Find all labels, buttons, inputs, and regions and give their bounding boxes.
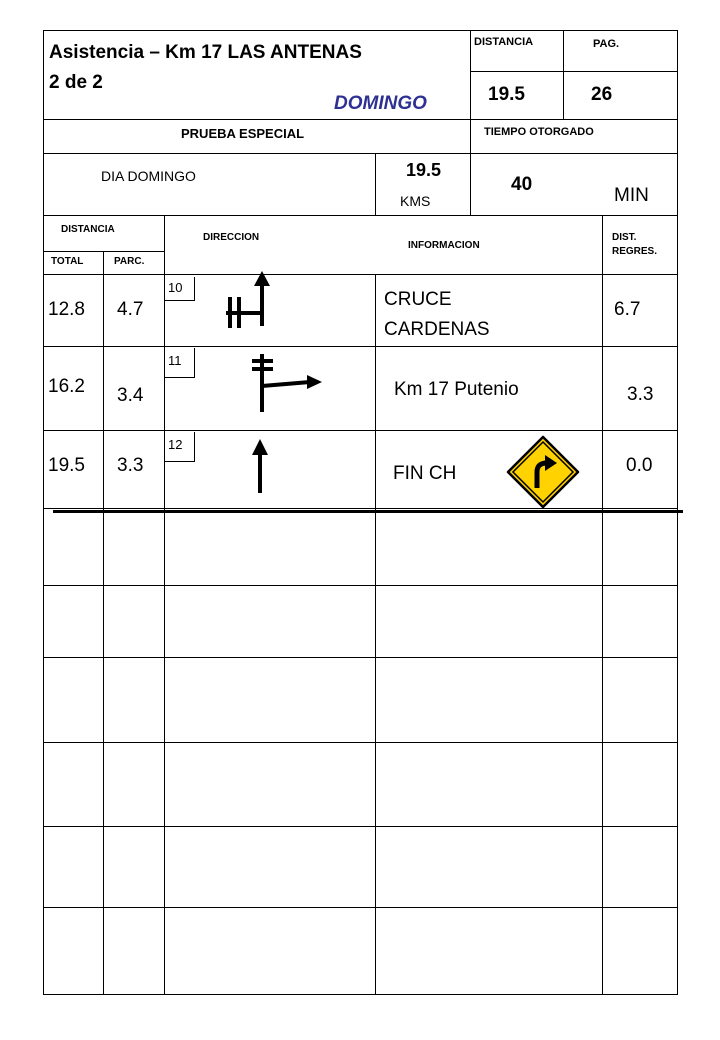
document-subtitle: 2 de 2 [49, 72, 103, 93]
time-value: 40 [511, 174, 533, 195]
table-row [43, 513, 678, 585]
col-total: TOTAL [51, 256, 84, 267]
time-label: TIEMPO OTORGADO [484, 126, 594, 138]
col-partial: PARC. [114, 256, 145, 267]
table-row [43, 907, 678, 995]
total-distance: 16.2 [48, 376, 85, 397]
kms-unit: KMS [400, 193, 431, 209]
page-number: 26 [591, 84, 613, 105]
row-number: 11 [168, 353, 182, 368]
time-unit: MIN [614, 185, 649, 206]
partial-distance: 3.4 [117, 385, 144, 406]
remaining-distance: 3.3 [627, 384, 654, 405]
distance-label: DISTANCIA [474, 36, 534, 48]
remaining-distance: 0.0 [626, 455, 653, 476]
col-distance: DISTANCIA [61, 224, 115, 235]
col-info: INFORMACION [408, 240, 480, 251]
info-text: CRUCE [384, 289, 452, 310]
info-text: CARDENAS [384, 319, 490, 340]
table-row [43, 657, 678, 742]
stage-label: PRUEBA ESPECIAL [181, 126, 305, 141]
day-text: DIA DOMINGO [101, 168, 196, 184]
table-row [43, 585, 678, 657]
partial-distance: 3.3 [117, 455, 144, 476]
partial-distance: 4.7 [117, 299, 144, 320]
page-label: PAG. [593, 38, 620, 50]
day-heading: DOMINGO [334, 93, 427, 114]
row-number: 12 [168, 437, 183, 452]
row-number: 10 [168, 280, 183, 295]
total-distance: 19.5 [48, 455, 85, 476]
col-dist-remaining: REGRES. [612, 246, 658, 257]
distance-value: 19.5 [488, 84, 525, 105]
kms-value: 19.5 [406, 160, 442, 180]
remaining-distance: 6.7 [614, 299, 641, 320]
info-text: Km 17 Putenio [394, 379, 519, 400]
table-row [43, 742, 678, 826]
col-dist-remaining: DIST. [612, 232, 637, 243]
col-direction: DIRECCION [203, 232, 260, 243]
table-row [43, 826, 678, 907]
total-distance: 12.8 [48, 299, 85, 320]
document-title: Asistencia – Km 17 LAS ANTENAS [49, 42, 362, 63]
info-text: FIN CH [393, 463, 457, 484]
